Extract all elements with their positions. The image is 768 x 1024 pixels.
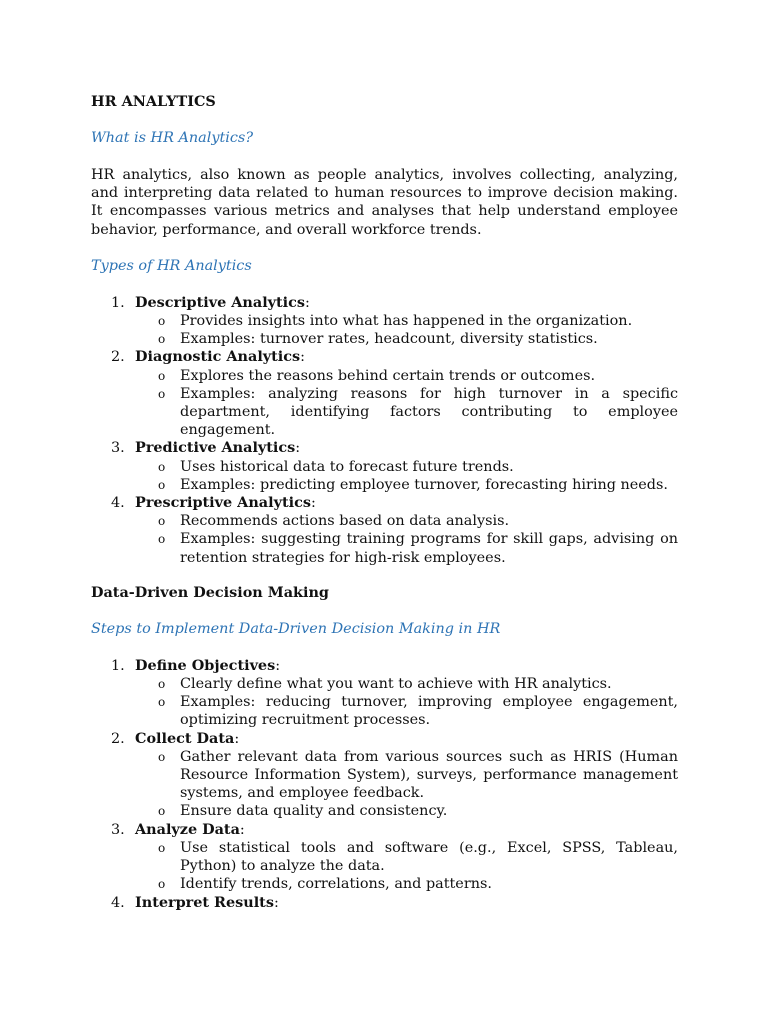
sub-list-item xyxy=(135,748,678,803)
sub-list xyxy=(135,458,678,494)
circle-bullet-icon: o xyxy=(158,877,166,892)
sub-list xyxy=(135,367,678,440)
list-item-colon: : xyxy=(295,440,301,457)
circle-bullet-icon: o xyxy=(158,695,166,710)
list-item-title: Prescriptive Analytics xyxy=(135,494,311,512)
sub-list xyxy=(135,312,678,348)
sub-list-text: Examples: reducing turnover, improving employee engagement, optimizing recruitment processes. xyxy=(180,694,678,729)
list-number: 1. xyxy=(111,294,125,311)
document-title: HR ANALYTICS xyxy=(91,93,216,110)
sub-list-text: Use statistical tools and software (e.g., Excel, SPSS, Tableau, Python) to analyze the data. xyxy=(180,839,678,875)
list-item-heading xyxy=(135,821,678,839)
list-number: 4. xyxy=(111,495,125,512)
list-item-colon: : xyxy=(300,349,306,366)
list-item-title: Diagnostic Analytics xyxy=(135,348,301,366)
sub-list xyxy=(135,512,678,567)
circle-bullet-icon: o xyxy=(158,804,166,819)
list-item-colon: : xyxy=(305,294,310,311)
list-item-colon: : xyxy=(275,657,281,674)
sub-list-text: Gather relevant data from various sources such as HRIS (Human Resource Information System), surveys, performance management systems, and employee feedback. xyxy=(180,748,678,802)
sub-list-text: Recommends actions based on data analysis. xyxy=(180,513,510,530)
steps-list xyxy=(91,657,678,912)
list-item-title: Analyze Data xyxy=(135,820,240,838)
list-item-title: Descriptive Analytics xyxy=(135,293,306,311)
sub-list-item xyxy=(135,476,678,494)
list-item-heading xyxy=(135,439,678,457)
list-item-heading xyxy=(135,494,678,512)
list-number: 2. xyxy=(111,730,125,747)
sub-list-item xyxy=(135,367,678,385)
list-item-heading xyxy=(135,348,678,366)
sub-list-item xyxy=(135,875,678,893)
step-item xyxy=(91,821,678,894)
circle-bullet-icon: o xyxy=(158,459,166,474)
sub-list-text: Ensure data quality and consistency. xyxy=(180,803,448,820)
intro-paragraph: HR analytics, also known as people analytics, involves collecting, analyzing, and interpreting data related to human resources to improve decision making. It encompasses various metrics and analyses that help understand employee behavior, performance, and overall workforce trends. xyxy=(91,167,678,238)
list-item-title: Collect Data xyxy=(135,729,235,747)
sub-list-text: Provides insights into what has happened in the organization. xyxy=(180,313,633,330)
circle-bullet-icon: o xyxy=(158,532,166,547)
list-number: 3. xyxy=(111,821,125,838)
sub-list-text: Uses historical data to forecast future trends. xyxy=(180,458,514,475)
list-item-heading xyxy=(135,657,678,675)
sub-list-text: Examples: turnover rates, headcount, diversity statistics. xyxy=(180,331,598,348)
sub-list xyxy=(135,839,678,894)
analytics-type-item xyxy=(91,294,678,349)
sub-list-item xyxy=(135,839,678,875)
section-heading-steps: Steps to Implement Data-Driven Decision Making in HR xyxy=(91,620,501,637)
sub-list-item xyxy=(135,802,678,820)
circle-bullet-icon: o xyxy=(158,749,166,764)
circle-bullet-icon: o xyxy=(158,386,166,401)
circle-bullet-icon: o xyxy=(158,840,166,855)
step-item xyxy=(91,894,678,912)
sub-list xyxy=(135,675,678,730)
list-number: 2. xyxy=(111,349,125,366)
sub-list-item xyxy=(135,458,678,476)
circle-bullet-icon: o xyxy=(158,332,166,347)
list-number: 4. xyxy=(111,894,125,911)
list-item-title: Predictive Analytics xyxy=(135,439,296,457)
step-item xyxy=(91,730,678,821)
list-item-title: Define Objectives xyxy=(135,656,276,674)
analytics-type-item xyxy=(91,348,678,439)
sub-list-item xyxy=(135,530,678,566)
circle-bullet-icon: o xyxy=(158,368,166,383)
types-list xyxy=(91,294,678,567)
analytics-type-item xyxy=(91,494,678,567)
list-item-title: Interpret Results xyxy=(135,893,274,911)
list-item-heading xyxy=(135,294,678,312)
list-item-heading xyxy=(135,894,678,912)
sub-list-text: Examples: suggesting training programs for skill gaps, advising on retention strategies for high-risk employees. xyxy=(180,531,678,566)
sub-list-text: Examples: predicting employee turnover, forecasting hiring needs. xyxy=(180,476,668,493)
sub-list-item xyxy=(135,512,678,530)
circle-bullet-icon: o xyxy=(158,677,166,692)
document-body xyxy=(91,93,678,912)
sub-list-text: Clearly define what you want to achieve with HR analytics. xyxy=(180,676,612,693)
sub-list-item xyxy=(135,330,678,348)
sub-list-text: Explores the reasons behind certain trends or outcomes. xyxy=(180,367,596,384)
list-item-colon: : xyxy=(273,894,279,911)
circle-bullet-icon: o xyxy=(158,514,166,529)
sub-list-item xyxy=(135,312,678,330)
list-number: 3. xyxy=(111,440,125,457)
list-item-heading xyxy=(135,730,678,748)
analytics-type-item xyxy=(91,439,678,494)
section-heading-types: Types of HR Analytics xyxy=(91,257,252,274)
sub-list xyxy=(135,748,678,821)
list-number: 1. xyxy=(111,657,125,674)
list-item-colon: : xyxy=(310,495,316,512)
sub-list-text: Identify trends, correlations, and patterns. xyxy=(180,876,492,893)
circle-bullet-icon: o xyxy=(158,477,166,492)
step-item xyxy=(91,657,678,730)
list-item-colon: : xyxy=(239,821,245,838)
section-heading-data-driven: Data-Driven Decision Making xyxy=(91,583,329,601)
sub-list-item xyxy=(135,675,678,693)
sub-list-item xyxy=(135,693,678,729)
circle-bullet-icon: o xyxy=(158,314,166,329)
section-heading-what-is: What is HR Analytics? xyxy=(91,130,254,146)
list-item-colon: : xyxy=(234,730,240,747)
sub-list-text: Examples: analyzing reasons for high turnover in a specific department, identifying factors contributing to employee engagement. xyxy=(180,385,678,439)
sub-list-item xyxy=(135,385,678,440)
